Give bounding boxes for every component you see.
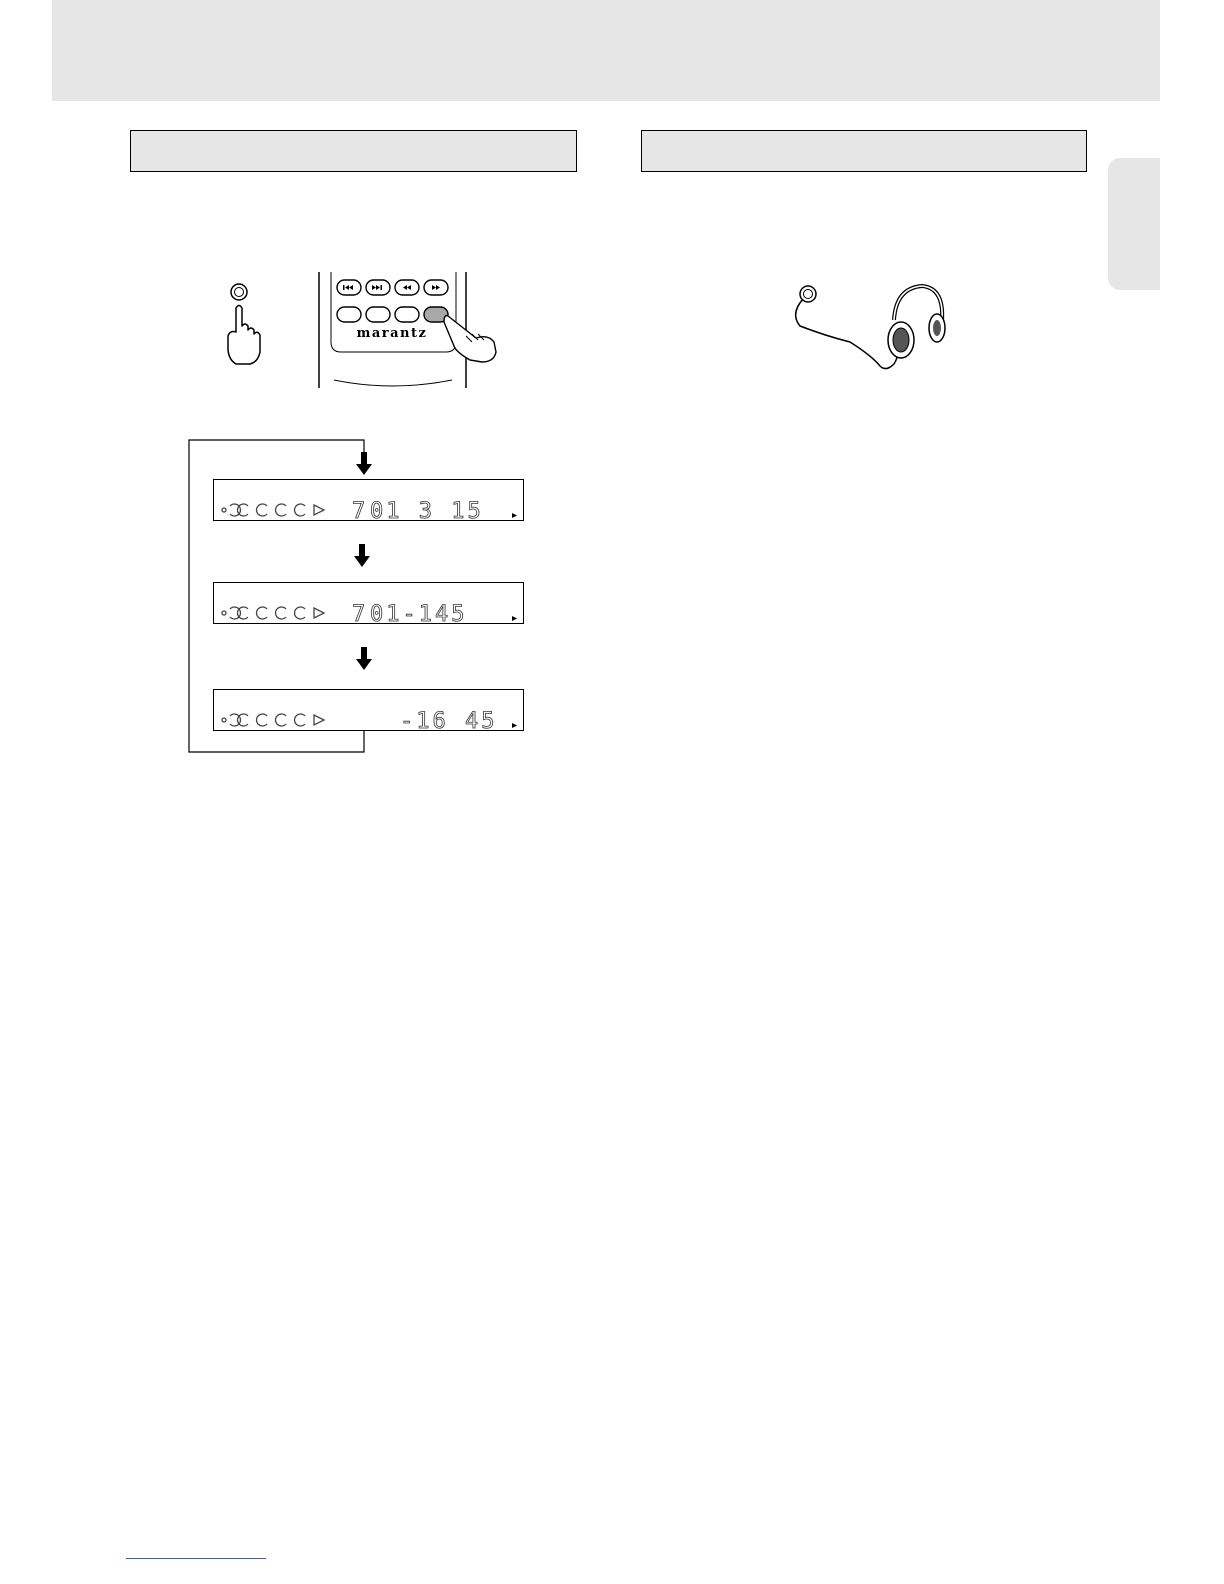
lcd-track-number: 7 (352, 499, 369, 522)
remote-brand-logo: marantz (356, 326, 428, 341)
down-arrow-icon (355, 452, 373, 476)
finger-press-icon (214, 278, 274, 370)
remote-control (316, 270, 502, 392)
lcd-time-readout: 01 3 15 (370, 499, 484, 522)
side-tab (1108, 158, 1160, 290)
lcd-time-readout: -16 45 (400, 709, 498, 732)
lcd-display-1 (213, 479, 524, 521)
header-band (52, 0, 1160, 101)
lcd-time-readout: 01-145 (370, 602, 468, 625)
lcd-display-2 (213, 582, 524, 624)
down-arrow-icon (353, 544, 371, 568)
headphone-icon (786, 280, 946, 376)
footer-rule (126, 1558, 266, 1559)
section-title-display (130, 130, 577, 172)
remote-function-buttons (337, 307, 448, 322)
down-arrow-icon (355, 647, 373, 671)
lcd-display-3 (213, 689, 524, 731)
section-title-headphones (641, 130, 1087, 172)
remote-top-buttons (337, 280, 448, 295)
lcd-track-number: 7 (352, 602, 369, 625)
pressing-hand-icon (444, 316, 496, 362)
